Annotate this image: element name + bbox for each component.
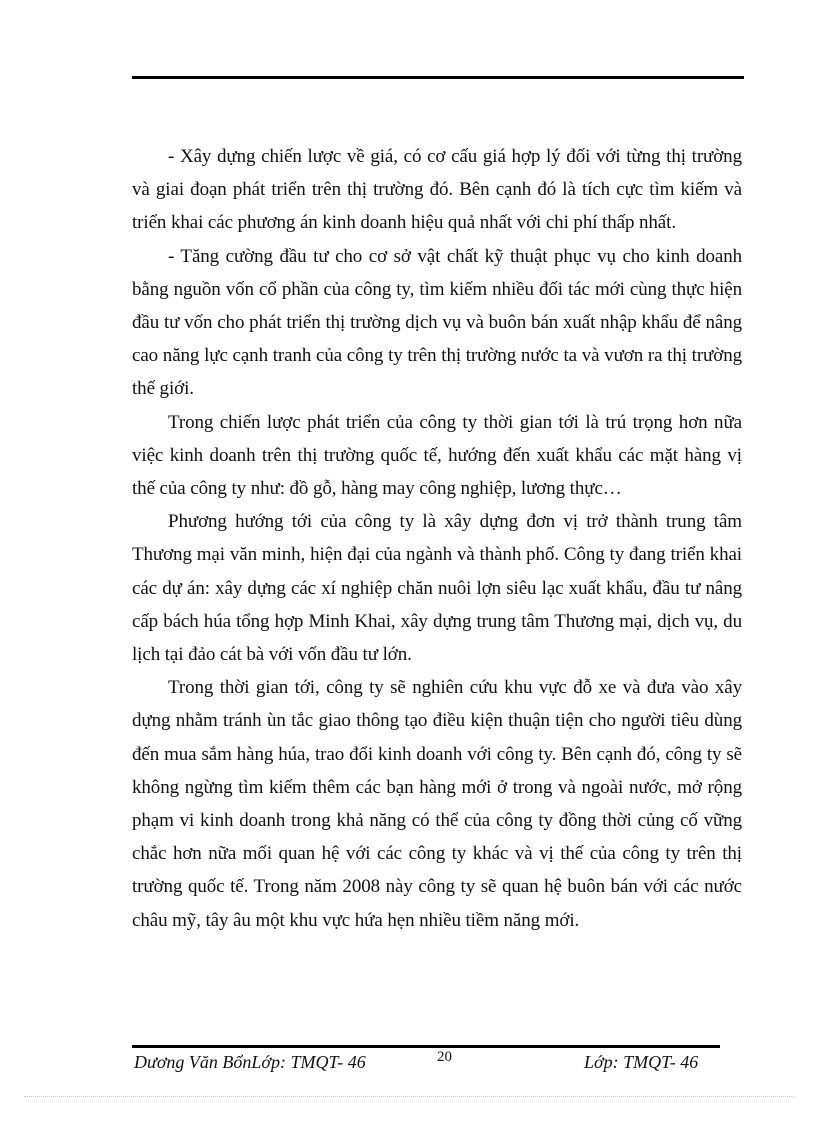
document-body: [132, 140, 742, 937]
paragraph-investment: - Tăng cường đầu tư cho cơ sở vật chất kỹ thuật phục vụ cho kinh doanh bằng nguồn vốn cổ phần của công ty, tìm kiếm nhiều đối tác mới cùng thực hiện đầu tư vốn cho phát triển thị trường dịch vụ và buôn bán xuất nhập khẩu để nâng cao năng lực cạnh tranh của công ty trên thị trường nước ta và vươn ra thị trường thế giới.: [132, 245, 742, 400]
footer-class: Lớp: TMQT- 46: [584, 1052, 699, 1072]
paragraph-future-plans: Trong thời gian tới, công ty sẽ nghiên cứu khu vực đỗ xe và đưa vào xây dựng nhằm tránh ùn tắc giao thông tạo điều kiện thuận tiện cho người tiêu dùng đến mua sắm hàng húa, trao đổi kinh doanh với công ty. Bên cạnh đó, công ty sẽ không ngừng tìm kiếm thêm các bạn hàng mới ở trong và ngoài nước, mở rộng phạm vi kinh doanh trong khả năng có thể của công ty đồng thời củng cố vững chắc hơn nữa mối quan hệ với các công ty khác và vị thế của công ty trên thị trường quốc tế. Trong năm 2008 này công ty sẽ quan hệ buôn bán với các nước châu mỹ, tây âu một khu vực hứa hẹn nhiều tiềm năng mới.: [132, 677, 742, 931]
page-number: 20: [437, 1049, 452, 1065]
page-edge: [24, 1096, 794, 1097]
footer-rule: [132, 1045, 720, 1048]
paragraph-international-market: Trong chiến lược phát triển của công ty thời gian tới là trú trọng hơn nữa việc kinh doanh trên thị trường quốc tế, hướng đến xuất khẩu các mặt hàng vị thế của công ty như: đồ gỗ, hàng may công nghiệp, lương thực…: [132, 411, 742, 500]
header-rule: [132, 76, 744, 79]
footer-author: Dương Văn BổnLớp: TMQT- 46: [134, 1052, 366, 1072]
paragraph-development-direction: Phương hướng tới của công ty là xây dựng đơn vị trở thành trung tâm Thương mại văn minh, hiện đại của ngành và thành phố. Công ty đang triển khai các dự án: xây dựng các xí nghiệp chăn nuôi lợn siêu lạc xuất khẩu, đầu tư nâng cấp bách húa tổng hợp Minh Khai, xây dựng trung tâm Thương mại, dịch vụ, du lịch tại đảo cát bà với vốn đầu tư lớn.: [132, 511, 742, 666]
paragraph-price-strategy: - Xây dựng chiến lược về giá, có cơ cấu giá hợp lý đối với từng thị trường và giai đoạn phát triển trên thị trường đó. Bên cạnh đó là tích cực tìm kiếm và triển khai các phương án kinh doanh hiệu quả nhất với chi phí thấp nhất.: [132, 146, 742, 234]
